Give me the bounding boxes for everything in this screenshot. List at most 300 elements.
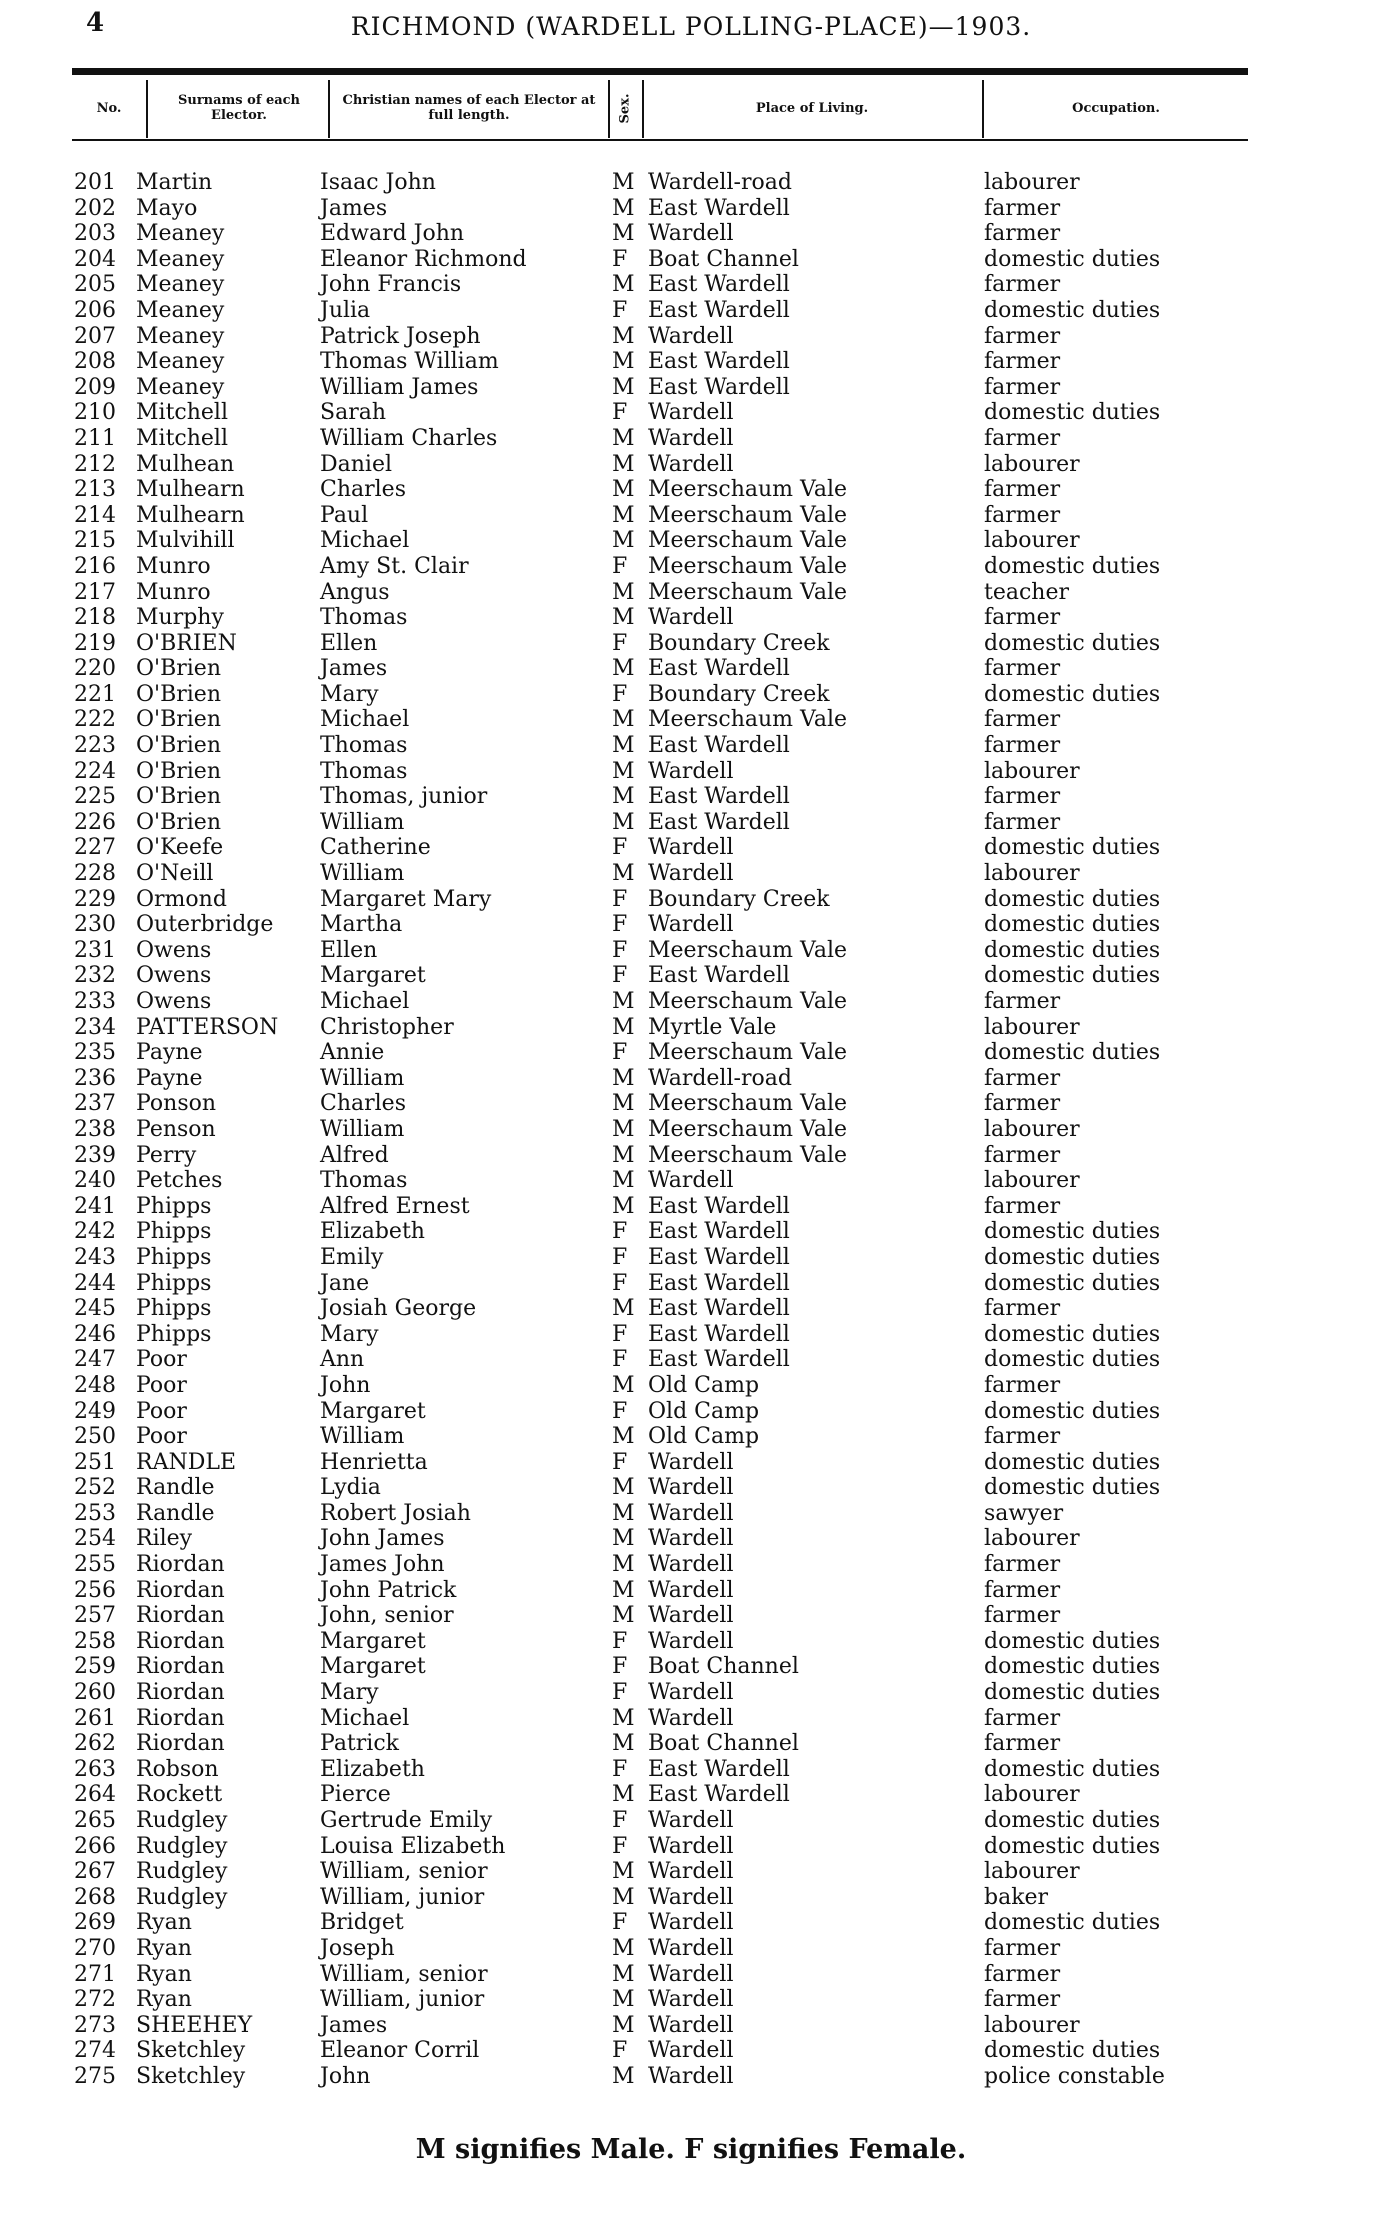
elector-christian-names: Martha bbox=[320, 912, 403, 938]
elector-number: 223 bbox=[74, 733, 116, 759]
elector-number: 227 bbox=[74, 835, 116, 861]
table-row bbox=[0, 1808, 1382, 1834]
elector-occupation: domestic duties bbox=[984, 1756, 1161, 1782]
elector-christian-names: Catherine bbox=[320, 835, 431, 861]
table-row bbox=[0, 861, 1382, 887]
elector-number: 206 bbox=[74, 297, 116, 323]
elector-occupation: domestic duties bbox=[984, 963, 1161, 989]
elector-number: 263 bbox=[74, 1756, 116, 1782]
table-row bbox=[0, 1015, 1382, 1041]
elector-place-of-living: Wardell bbox=[648, 835, 734, 861]
header-rule-bottom bbox=[72, 139, 1248, 141]
elector-surname: Meaney bbox=[136, 374, 225, 400]
table-row bbox=[0, 938, 1382, 964]
table-row bbox=[0, 400, 1382, 426]
elector-number: 225 bbox=[74, 784, 116, 810]
elector-surname: O'Keefe bbox=[136, 835, 224, 861]
elector-place-of-living: Wardell bbox=[648, 1935, 734, 1961]
elector-christian-names: Margaret bbox=[320, 1654, 426, 1680]
table-row bbox=[0, 1091, 1382, 1117]
elector-number: 255 bbox=[74, 1552, 116, 1578]
elector-sex: F bbox=[612, 1833, 628, 1859]
elector-sex: M bbox=[612, 1526, 635, 1552]
elector-surname: Rockett bbox=[136, 1782, 223, 1808]
elector-sex: F bbox=[612, 1449, 628, 1475]
table-row bbox=[0, 1245, 1382, 1271]
elector-sex: M bbox=[612, 1884, 635, 1910]
elector-number: 244 bbox=[74, 1270, 116, 1296]
elector-surname: Sketchley bbox=[136, 2038, 246, 2064]
elector-number: 233 bbox=[74, 989, 116, 1014]
elector-sex: M bbox=[612, 502, 635, 528]
elector-occupation: labourer bbox=[984, 1526, 1080, 1552]
elector-number: 232 bbox=[74, 963, 116, 989]
elector-place-of-living: Wardell bbox=[648, 1449, 734, 1475]
elector-sex: M bbox=[612, 1296, 635, 1322]
elector-place-of-living: East Wardell bbox=[648, 963, 790, 989]
table-row bbox=[0, 656, 1382, 682]
elector-place-of-living: Wardell bbox=[648, 425, 734, 451]
elector-surname: Meaney bbox=[136, 323, 225, 349]
table-row bbox=[0, 1526, 1382, 1552]
elector-christian-names: Joseph bbox=[320, 1935, 395, 1961]
elector-occupation: farmer bbox=[984, 477, 1061, 503]
elector-sex: M bbox=[612, 170, 635, 195]
elector-place-of-living: East Wardell bbox=[648, 349, 790, 375]
elector-number: 275 bbox=[74, 2063, 116, 2089]
elector-place-of-living: Wardell bbox=[648, 1628, 734, 1654]
elector-place-of-living: Boundary Creek bbox=[648, 630, 830, 656]
elector-sex: F bbox=[612, 963, 628, 989]
elector-occupation: farmer bbox=[984, 989, 1061, 1014]
elector-christian-names: Alfred Ernest bbox=[320, 1193, 470, 1219]
table-row bbox=[0, 1168, 1382, 1194]
header-separator bbox=[146, 80, 148, 138]
elector-number: 224 bbox=[74, 758, 116, 784]
elector-place-of-living: East Wardell bbox=[648, 1347, 790, 1373]
elector-occupation: farmer bbox=[984, 605, 1061, 631]
table-row bbox=[0, 1987, 1382, 2013]
elector-sex: M bbox=[612, 1782, 635, 1808]
table-header bbox=[72, 78, 1248, 138]
table-row bbox=[0, 1501, 1382, 1527]
elector-sex: F bbox=[612, 553, 628, 579]
elector-sex: M bbox=[612, 1552, 635, 1578]
elector-christian-names: William bbox=[320, 1116, 405, 1142]
elector-sex: F bbox=[612, 1244, 628, 1270]
elector-number: 213 bbox=[74, 477, 116, 503]
elector-number: 221 bbox=[74, 681, 116, 707]
elector-surname: SHEEHEY bbox=[136, 2012, 253, 2038]
elector-place-of-living: Boat Channel bbox=[648, 1654, 799, 1680]
elector-occupation: domestic duties bbox=[984, 1244, 1161, 1270]
elector-surname: Petches bbox=[136, 1168, 223, 1194]
elector-place-of-living: Wardell bbox=[648, 2012, 734, 2038]
table-row bbox=[0, 682, 1382, 708]
elector-place-of-living: Meerschaum Vale bbox=[648, 553, 848, 579]
elector-place-of-living: Wardell bbox=[648, 1603, 734, 1629]
elector-number: 216 bbox=[74, 553, 116, 579]
elector-sex: M bbox=[612, 1372, 635, 1398]
elector-number: 273 bbox=[74, 2012, 116, 2038]
elector-sex: F bbox=[612, 2038, 628, 2064]
elector-number: 211 bbox=[74, 425, 116, 451]
table-row bbox=[0, 1475, 1382, 1501]
elector-christian-names: Thomas William bbox=[320, 349, 499, 375]
elector-number: 270 bbox=[74, 1935, 116, 1961]
elector-place-of-living: Wardell bbox=[648, 1577, 734, 1603]
elector-surname: Meaney bbox=[136, 349, 225, 375]
elector-place-of-living: Wardell bbox=[648, 1168, 734, 1194]
elector-number: 241 bbox=[74, 1193, 116, 1219]
elector-occupation: domestic duties bbox=[984, 1808, 1161, 1833]
elector-sex: F bbox=[612, 1321, 628, 1347]
table-row bbox=[0, 503, 1382, 529]
elector-occupation: farmer bbox=[984, 349, 1061, 375]
elector-number: 250 bbox=[74, 1424, 116, 1450]
elector-surname: Sketchley bbox=[136, 2063, 246, 2089]
elector-place-of-living: East Wardell bbox=[648, 784, 790, 810]
elector-christian-names: Mary bbox=[320, 1680, 379, 1706]
elector-christian-names: William bbox=[320, 1424, 405, 1450]
elector-occupation: domestic duties bbox=[984, 246, 1161, 272]
elector-christian-names: James bbox=[320, 2012, 388, 2038]
elector-place-of-living: East Wardell bbox=[648, 272, 790, 298]
elector-occupation: sawyer bbox=[984, 1500, 1064, 1526]
elector-surname: Riordan bbox=[136, 1628, 225, 1654]
elector-sex: M bbox=[612, 349, 635, 375]
elector-number: 202 bbox=[74, 195, 116, 221]
elector-surname: O'Neill bbox=[136, 861, 214, 887]
elector-sex: M bbox=[612, 1987, 635, 2013]
table-row bbox=[0, 272, 1382, 298]
elector-surname: Phipps bbox=[136, 1193, 212, 1219]
table-row bbox=[0, 1680, 1382, 1706]
elector-number: 239 bbox=[74, 1142, 116, 1168]
elector-surname: Mitchell bbox=[136, 400, 228, 426]
elector-number: 265 bbox=[74, 1808, 116, 1833]
elector-occupation: domestic duties bbox=[984, 1219, 1161, 1245]
elector-occupation: farmer bbox=[984, 1552, 1061, 1578]
elector-occupation: farmer bbox=[984, 1603, 1061, 1629]
elector-surname: Rudgley bbox=[136, 1808, 228, 1833]
elector-number: 246 bbox=[74, 1321, 116, 1347]
elector-occupation: farmer bbox=[984, 1142, 1061, 1168]
elector-surname: Meaney bbox=[136, 297, 225, 323]
elector-sex: M bbox=[612, 1193, 635, 1219]
elector-place-of-living: Boundary Creek bbox=[648, 681, 830, 707]
elector-occupation: farmer bbox=[984, 1935, 1061, 1961]
elector-sex: F bbox=[612, 1808, 628, 1833]
elector-christian-names: Margaret bbox=[320, 1628, 426, 1654]
elector-place-of-living: Boat Channel bbox=[648, 246, 799, 272]
elector-christian-names: Lydia bbox=[320, 1475, 381, 1501]
elector-occupation: teacher bbox=[984, 579, 1070, 605]
elector-place-of-living: Meerschaum Vale bbox=[648, 989, 848, 1014]
elector-sex: F bbox=[612, 246, 628, 272]
elector-place-of-living: Wardell bbox=[648, 1833, 734, 1859]
elector-occupation: domestic duties bbox=[984, 2038, 1161, 2064]
elector-sex: F bbox=[612, 297, 628, 323]
elector-number: 251 bbox=[74, 1449, 116, 1475]
elector-number: 245 bbox=[74, 1296, 116, 1322]
elector-occupation: farmer bbox=[984, 733, 1061, 759]
elector-sex: M bbox=[612, 861, 635, 887]
elector-place-of-living: Wardell bbox=[648, 1475, 734, 1501]
table-row bbox=[0, 605, 1382, 631]
elector-occupation: farmer bbox=[984, 221, 1061, 247]
elector-sex: F bbox=[612, 1040, 628, 1066]
elector-sex: M bbox=[612, 528, 635, 554]
elector-christian-names: Josiah George bbox=[320, 1296, 477, 1322]
elector-place-of-living: Meerschaum Vale bbox=[648, 477, 848, 503]
header-rule-top bbox=[72, 68, 1248, 75]
elector-sex: M bbox=[612, 605, 635, 631]
table-row bbox=[0, 452, 1382, 478]
elector-place-of-living: East Wardell bbox=[648, 1219, 790, 1245]
table-row bbox=[0, 1603, 1382, 1629]
elector-surname: O'BRIEN bbox=[136, 630, 237, 656]
elector-surname: Phipps bbox=[136, 1296, 212, 1322]
elector-christian-names: Daniel bbox=[320, 451, 393, 477]
table-row bbox=[0, 1347, 1382, 1373]
elector-surname: Payne bbox=[136, 1065, 203, 1091]
elector-surname: Poor bbox=[136, 1424, 187, 1450]
elector-christian-names: Eleanor Corril bbox=[320, 2038, 480, 2064]
elector-surname: Poor bbox=[136, 1398, 187, 1424]
table-row bbox=[0, 707, 1382, 733]
elector-surname: O'Brien bbox=[136, 809, 221, 835]
elector-surname: Mulvihill bbox=[136, 528, 235, 554]
table-row bbox=[0, 1296, 1382, 1322]
table-row bbox=[0, 759, 1382, 785]
elector-place-of-living: Meerschaum Vale bbox=[648, 502, 848, 528]
table-row bbox=[0, 989, 1382, 1015]
header-occupation: Occupation. bbox=[1072, 100, 1160, 116]
elector-number: 248 bbox=[74, 1372, 116, 1398]
elector-surname: Payne bbox=[136, 1040, 203, 1066]
elector-place-of-living: Myrtle Vale bbox=[648, 1014, 777, 1040]
elector-sex: M bbox=[612, 2012, 635, 2038]
table-row bbox=[0, 1143, 1382, 1169]
table-row bbox=[0, 835, 1382, 861]
elector-place-of-living: Wardell bbox=[648, 1680, 734, 1706]
table-row bbox=[0, 2038, 1382, 2064]
elector-place-of-living: East Wardell bbox=[648, 1296, 790, 1322]
table-row bbox=[0, 1757, 1382, 1783]
elector-place-of-living: Wardell bbox=[648, 2063, 734, 2089]
elector-number: 220 bbox=[74, 656, 116, 682]
elector-place-of-living: Wardell bbox=[648, 861, 734, 887]
elector-sex: F bbox=[612, 681, 628, 707]
elector-christian-names: Margaret Mary bbox=[320, 886, 492, 912]
elector-sex: M bbox=[612, 784, 635, 810]
elector-place-of-living: East Wardell bbox=[648, 1321, 790, 1347]
elector-surname: Mulhean bbox=[136, 451, 235, 477]
elector-christian-names: James John bbox=[320, 1552, 445, 1578]
table-row bbox=[0, 1271, 1382, 1297]
elector-number: 271 bbox=[74, 1961, 116, 1987]
elector-place-of-living: Meerschaum Vale bbox=[648, 937, 848, 963]
elector-christian-names: Emily bbox=[320, 1244, 384, 1270]
elector-number: 259 bbox=[74, 1654, 116, 1680]
elector-occupation: farmer bbox=[984, 1424, 1061, 1450]
table-row bbox=[0, 580, 1382, 606]
elector-sex: M bbox=[612, 989, 635, 1014]
elector-surname: Munro bbox=[136, 579, 211, 605]
elector-number: 231 bbox=[74, 937, 116, 963]
elector-occupation: labourer bbox=[984, 451, 1080, 477]
elector-christian-names: John, senior bbox=[320, 1603, 454, 1629]
elector-occupation: labourer bbox=[984, 1014, 1080, 1040]
elector-occupation: labourer bbox=[984, 1116, 1080, 1142]
elector-place-of-living: Old Camp bbox=[648, 1424, 760, 1450]
elector-christian-names: Mary bbox=[320, 1321, 379, 1347]
elector-list bbox=[0, 170, 1382, 2090]
elector-occupation: labourer bbox=[984, 861, 1080, 887]
elector-christian-names: John bbox=[320, 1372, 371, 1398]
elector-occupation: labourer bbox=[984, 1859, 1080, 1885]
elector-surname: Meaney bbox=[136, 221, 225, 247]
elector-christian-names: James bbox=[320, 195, 388, 221]
table-row bbox=[0, 170, 1382, 196]
elector-christian-names: Elizabeth bbox=[320, 1219, 425, 1245]
elector-occupation: farmer bbox=[984, 784, 1061, 810]
elector-occupation: farmer bbox=[984, 425, 1061, 451]
elector-surname: Ormond bbox=[136, 886, 227, 912]
elector-number: 204 bbox=[74, 246, 116, 272]
elector-occupation: domestic duties bbox=[984, 630, 1161, 656]
elector-occupation: farmer bbox=[984, 323, 1061, 349]
elector-surname: Riordan bbox=[136, 1731, 225, 1757]
elector-surname: O'Brien bbox=[136, 784, 221, 810]
elector-christian-names: Sarah bbox=[320, 400, 386, 426]
table-row bbox=[0, 426, 1382, 452]
elector-sex: F bbox=[612, 400, 628, 426]
elector-christian-names: Margaret bbox=[320, 1398, 426, 1424]
elector-place-of-living: Wardell bbox=[648, 605, 734, 631]
elector-christian-names: William, junior bbox=[320, 1884, 485, 1910]
elector-surname: RANDLE bbox=[136, 1449, 237, 1475]
elector-christian-names: Robert Josiah bbox=[320, 1500, 471, 1526]
elector-christian-names: Isaac John bbox=[320, 170, 436, 195]
table-row bbox=[0, 2013, 1382, 2039]
elector-number: 274 bbox=[74, 2038, 116, 2064]
elector-sex: M bbox=[612, 477, 635, 503]
elector-sex: F bbox=[612, 1347, 628, 1373]
elector-occupation: farmer bbox=[984, 374, 1061, 400]
elector-christian-names: John bbox=[320, 2063, 371, 2089]
elector-place-of-living: Meerschaum Vale bbox=[648, 1116, 848, 1142]
header-sex: Sex. bbox=[617, 93, 633, 123]
elector-occupation: farmer bbox=[984, 1577, 1061, 1603]
elector-number: 217 bbox=[74, 579, 116, 605]
elector-christian-names: William, junior bbox=[320, 1987, 485, 2013]
table-row bbox=[0, 1885, 1382, 1911]
elector-sex: M bbox=[612, 1475, 635, 1501]
elector-surname: Meaney bbox=[136, 246, 225, 272]
elector-surname: Owens bbox=[136, 937, 212, 963]
elector-sex: M bbox=[612, 1168, 635, 1194]
elector-surname: Phipps bbox=[136, 1270, 212, 1296]
elector-occupation: farmer bbox=[984, 1705, 1061, 1731]
elector-christian-names: William bbox=[320, 1065, 405, 1091]
elector-christian-names: Henrietta bbox=[320, 1449, 428, 1475]
elector-christian-names: Michael bbox=[320, 989, 410, 1014]
table-row bbox=[0, 1424, 1382, 1450]
elector-christian-names: Louisa Elizabeth bbox=[320, 1833, 506, 1859]
table-row bbox=[0, 1834, 1382, 1860]
elector-surname: Phipps bbox=[136, 1244, 212, 1270]
elector-surname: Riley bbox=[136, 1526, 193, 1552]
elector-occupation: domestic duties bbox=[984, 1449, 1161, 1475]
elector-sex: M bbox=[612, 451, 635, 477]
table-row bbox=[0, 1910, 1382, 1936]
elector-occupation: domestic duties bbox=[984, 835, 1161, 861]
elector-christian-names: John Patrick bbox=[320, 1577, 457, 1603]
elector-occupation: farmer bbox=[984, 1987, 1061, 2013]
elector-occupation: domestic duties bbox=[984, 1910, 1161, 1936]
elector-christian-names: Christopher bbox=[320, 1014, 454, 1040]
elector-number: 242 bbox=[74, 1219, 116, 1245]
elector-sex: F bbox=[612, 1219, 628, 1245]
elector-place-of-living: Wardell bbox=[648, 1910, 734, 1936]
elector-surname: Murphy bbox=[136, 605, 224, 631]
elector-occupation: labourer bbox=[984, 170, 1080, 195]
elector-number: 236 bbox=[74, 1065, 116, 1091]
elector-christian-names: Patrick Joseph bbox=[320, 323, 481, 349]
elector-number: 267 bbox=[74, 1859, 116, 1885]
elector-sex: M bbox=[612, 656, 635, 682]
elector-surname: Martin bbox=[136, 170, 213, 195]
elector-occupation: domestic duties bbox=[984, 1321, 1161, 1347]
elector-number: 235 bbox=[74, 1040, 116, 1066]
elector-place-of-living: East Wardell bbox=[648, 1193, 790, 1219]
elector-place-of-living: East Wardell bbox=[648, 1270, 790, 1296]
table-row bbox=[0, 1782, 1382, 1808]
table-row bbox=[0, 1373, 1382, 1399]
page-title: RICHMOND (WARDELL POLLING-PLACE)—1903. bbox=[350, 12, 1032, 41]
elector-surname: Ryan bbox=[136, 1961, 192, 1987]
table-row bbox=[0, 912, 1382, 938]
elector-place-of-living: Wardell bbox=[648, 451, 734, 477]
elector-surname: Mayo bbox=[136, 195, 198, 221]
elector-christian-names: William James bbox=[320, 374, 479, 400]
elector-sex: M bbox=[612, 1859, 635, 1885]
header-place: Place of Living. bbox=[755, 100, 869, 116]
elector-occupation: labourer bbox=[984, 1782, 1080, 1808]
elector-number: 266 bbox=[74, 1833, 116, 1859]
table-row bbox=[0, 733, 1382, 759]
table-row bbox=[0, 247, 1382, 273]
elector-number: 261 bbox=[74, 1705, 116, 1731]
elector-number: 243 bbox=[74, 1244, 116, 1270]
elector-occupation: domestic duties bbox=[984, 553, 1161, 579]
table-row bbox=[0, 1066, 1382, 1092]
elector-occupation: farmer bbox=[984, 1372, 1061, 1398]
table-row bbox=[0, 528, 1382, 554]
table-row bbox=[0, 2064, 1382, 2090]
elector-occupation: domestic duties bbox=[984, 1628, 1161, 1654]
elector-place-of-living: Old Camp bbox=[648, 1372, 760, 1398]
elector-number: 234 bbox=[74, 1014, 116, 1040]
elector-surname: Phipps bbox=[136, 1219, 212, 1245]
elector-place-of-living: Wardell bbox=[648, 1987, 734, 2013]
elector-surname: Riordan bbox=[136, 1680, 225, 1706]
elector-sex: M bbox=[612, 2063, 635, 2089]
elector-sex: F bbox=[612, 912, 628, 938]
elector-number: 230 bbox=[74, 912, 116, 938]
